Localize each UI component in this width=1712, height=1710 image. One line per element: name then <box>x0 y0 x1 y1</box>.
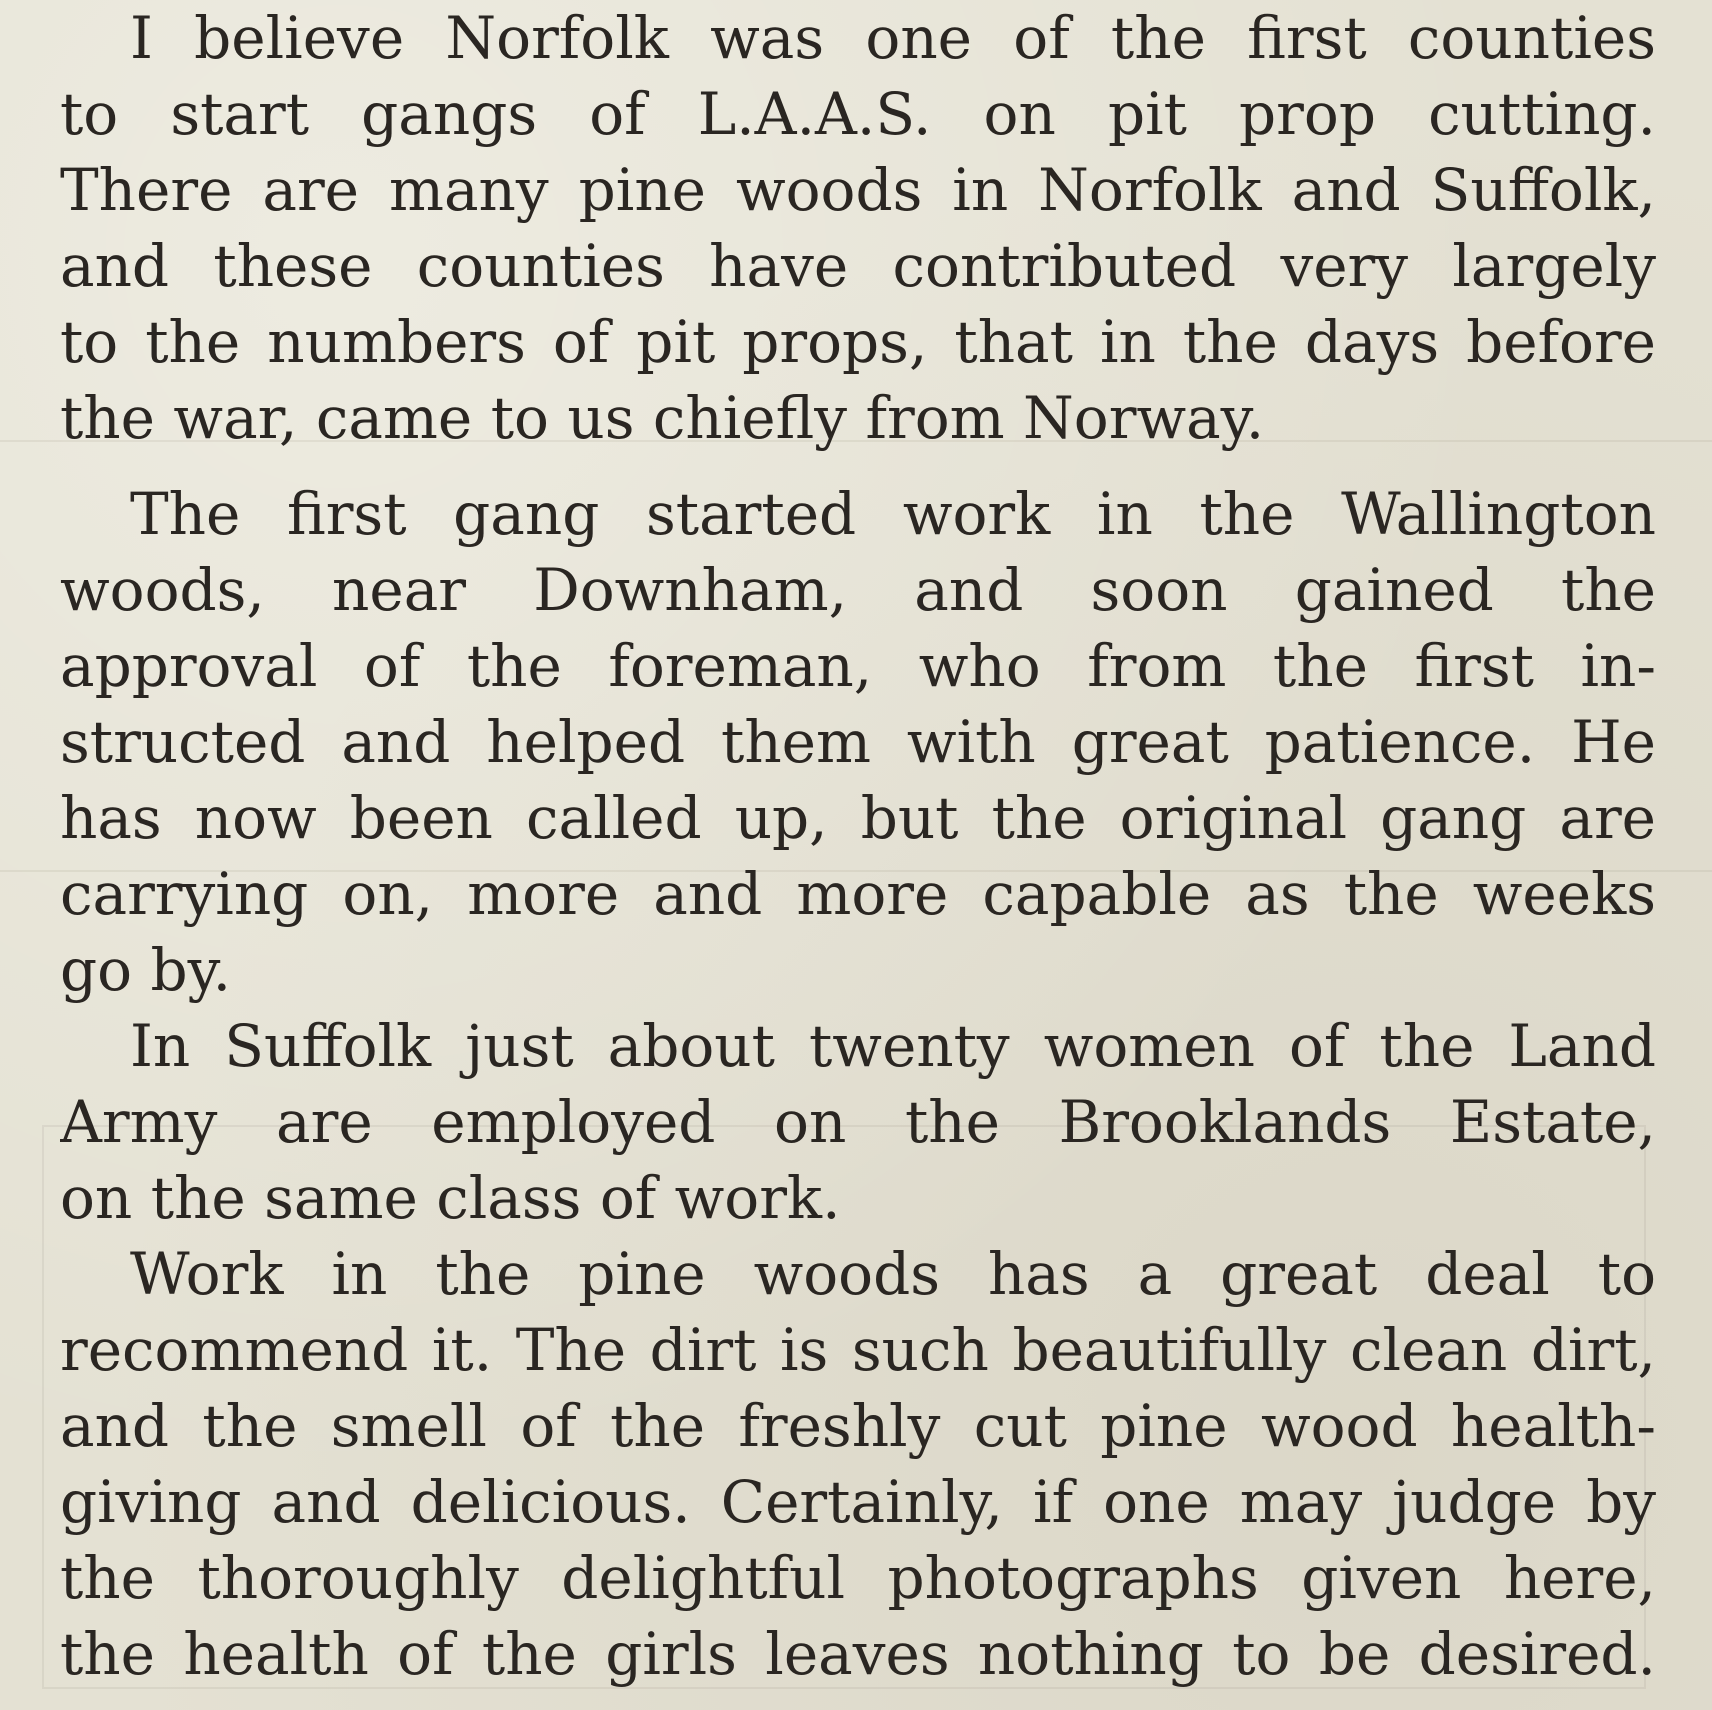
text-line: and the smell of the freshly cut pine wood health- <box>60 1392 1656 1460</box>
text-line: approval of the foreman, who from the first in- <box>60 632 1656 700</box>
text-line: There are many pine woods in Norfolk and Suffolk, <box>60 156 1656 224</box>
text-line: recommend it. The dirt is such beautifully clean dirt, <box>60 1316 1656 1384</box>
text-line: has now been called up, but the original gang are <box>60 784 1656 852</box>
text-line: to start gangs of L.A.A.S. on pit prop cutting. <box>60 80 1656 148</box>
paragraph-1 <box>60 0 1656 456</box>
text-line: the health of the girls leaves nothing to be desired. <box>60 1620 1656 1688</box>
text-line: The first gang started work in the Wallington <box>130 480 1656 548</box>
text-line: go by. <box>60 936 232 1004</box>
text-line: on the same class of work. <box>60 1164 841 1232</box>
text-line: woods, near Downham, and soon gained the <box>60 556 1656 624</box>
paragraph-3 <box>60 1008 1656 1236</box>
text-line: the thoroughly delightful photographs given here, <box>60 1544 1656 1612</box>
paragraph-2 <box>60 476 1656 1008</box>
text-line: carrying on, more and more capable as the weeks <box>60 860 1656 928</box>
text-line: to the numbers of pit props, that in the days before <box>60 308 1656 376</box>
text-line: structed and helped them with great patience. He <box>60 708 1656 776</box>
paragraph-4 <box>60 1236 1656 1692</box>
text-line: In Suffolk just about twenty women of the Land <box>130 1012 1656 1080</box>
text-line: Army are employed on the Brooklands Estate, <box>60 1088 1656 1156</box>
text-line: the war, came to us chiefly from Norway. <box>60 384 1265 452</box>
article-text <box>60 0 1656 1692</box>
text-line: giving and delicious. Certainly, if one may judge by <box>60 1468 1656 1536</box>
text-line: I believe Norfolk was one of the first counties <box>130 4 1656 72</box>
text-line: and these counties have contributed very largely <box>60 232 1656 300</box>
text-line: Work in the pine woods has a great deal to <box>130 1240 1656 1308</box>
